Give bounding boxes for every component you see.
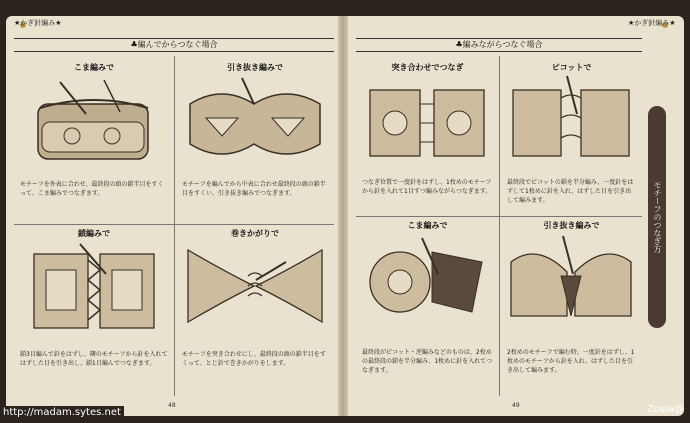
panel-butt-join (356, 62, 499, 214)
signature: Zosia@ (646, 404, 684, 415)
caption: モチーフを編んでから中表に合わせ最終段の頭の鎖半目をすくい、引き抜き編みでつなぎます。 (182, 181, 326, 197)
book-gutter (338, 16, 348, 416)
crochet-illustration (20, 240, 168, 332)
right-section-title: ♣編みながらつなぐ場合 (356, 38, 642, 52)
grid-divider (499, 56, 500, 396)
illustration (362, 74, 493, 166)
grid-divider (356, 216, 642, 217)
caption: つなぎ位置で一度針をはずし、1枚めのモチーフから針を入れて1目すつ編みながらつなぎます。 (362, 179, 492, 195)
source-url: http://madam.sytes.net (0, 406, 124, 419)
illustration (182, 74, 328, 166)
section-side-tab: モチーフのつなぎ方 (648, 106, 666, 328)
panel-slip-stitch-join (176, 62, 334, 222)
panel-single-crochet-join (14, 62, 174, 222)
illustration (507, 232, 636, 324)
panel-whip-stitch-join (176, 228, 334, 396)
crochet-illustration (362, 74, 493, 166)
caption: 鎖3目編んで針をはずし、隣のモチーフから針を入れてはずした目を引き出し、鎖1目編んでつなぎます。 (20, 351, 168, 367)
caption: 2枚めのモチーフで編む時、一度針をはずし、1枚めのモチーフから針を入れ、はずした目を引き出して編みます。 (507, 349, 635, 374)
crochet-illustration (362, 232, 493, 324)
right-running-head: ★かぎ針編み★ (628, 19, 676, 27)
crochet-illustration (507, 232, 636, 324)
illustration (182, 240, 328, 332)
crochet-illustration (20, 74, 168, 166)
panel-chain-join (14, 228, 174, 396)
right-page-number: 49 (512, 402, 520, 409)
panel-title: 引き抜き編みで (227, 63, 283, 72)
illustration (362, 232, 493, 324)
crochet-illustration (507, 74, 636, 166)
panel-title: 鎖編みで (78, 229, 110, 238)
panel-right-single-crochet-join (356, 220, 499, 396)
caption: モチーフを突き合わせにし、最終段の頭の鎖半目をすくって、とじ針で巻きかがりをします。 (182, 351, 326, 367)
crochet-illustration (182, 74, 328, 166)
illustration (20, 74, 168, 166)
panel-title: 突き合わせでつなぎ (391, 63, 464, 72)
panel-right-slip-stitch-join (501, 220, 642, 396)
panel-title: 巻きかがりで (231, 229, 279, 238)
grid-divider (14, 224, 334, 225)
left-page-number: 48 (168, 402, 176, 409)
panel-title: こま編みで (74, 63, 114, 72)
panel-title: こま編みで (407, 221, 448, 230)
caption: モチーフを外表に合わせ、最終段の頭の鎖半目をすくって、こま編みでつなぎます。 (20, 181, 164, 197)
grid-divider (174, 56, 175, 396)
caption: 最終段がピコット・逆編みなどのものは、2枚めの最終段の鎖を半分編み、1枚めに針を入れてつなぎます。 (362, 349, 493, 374)
panel-picot-join (501, 62, 642, 214)
left-section-title: ♣編んでからつなぐ場合 (14, 38, 334, 52)
panel-title: 引き抜き編みで (543, 221, 600, 230)
illustration (507, 74, 636, 166)
caption: 最終段でピコットの鎖を半分編み、一度針をはずして1枚めに針を入れ、はずした目を引き出して編みます。 (507, 179, 634, 204)
crochet-illustration (182, 240, 328, 332)
panel-title: ピコットで (551, 63, 592, 72)
left-running-head: ★かぎ針編み★ (14, 19, 62, 27)
illustration (20, 240, 168, 332)
